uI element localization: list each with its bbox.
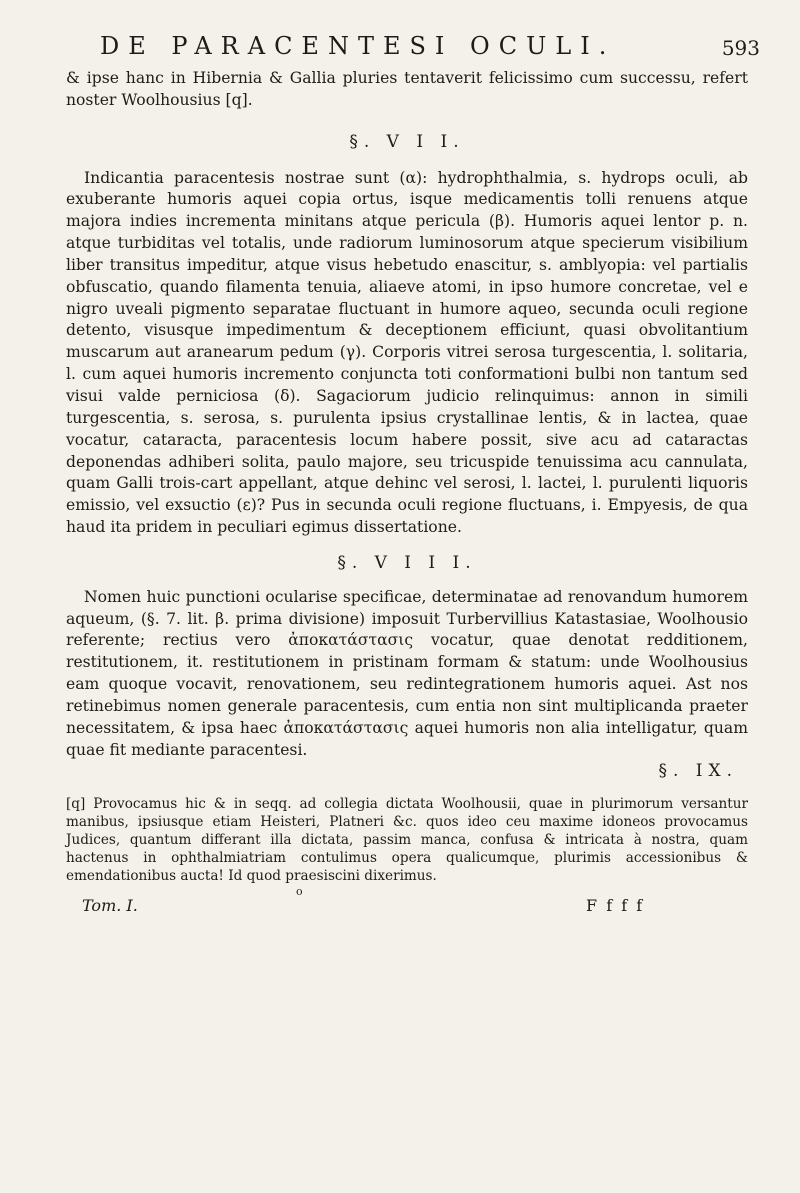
- running-title: DE PARACENTESI OCULI.: [100, 32, 616, 60]
- footnote-q: [q] Provocamus hic & in seqq. ad collegia dictata Woolhousii, quae in plurimorum versantur manibus, ipsiusque etiam Heisteri, Platneri &c. quos ideo ceu maxime idoneos provocamus Judices, quantum differant illa dictata, passim manca, confusa & intricata à nostra, quam hactenus in ophthalmiatriam contulimus opera qualicumque, plurimis accessionibus & emendationibus aucta! Id quod praesiscini dixerimus.: [66, 796, 748, 885]
- paragraph-nomen: Nomen huic punctioni ocularise specificae, determinatae ad renovandum humorem aqueum, (§. 7. lit. β. prima divisione) imposuit Turbervillius Katastasiae, Woolhousio referente; rectius vero ἀποκατάστασις vocatur, quae denotat redditionem, restitutionem, it. restitutionem in pristinam formam & statum: unde Woolhousius eam quoque vocavit, renovationem, seu redintegrationem humoris aquei. Ast nos retinebimus nomen generale paracentesis, cum entia non sint multiplicanda praeter necessitatem, & ipsa haec ἀποκατάστασις aquei humoris non alia intelligatur, quam quae fit mediante paracentesi.: [66, 587, 748, 759]
- section-heading-viii: §. V I I I.: [337, 552, 477, 573]
- page-header: [56, 32, 760, 66]
- page-number: 593: [721, 36, 760, 60]
- footer-ornament: o: [296, 885, 303, 899]
- signature-mark: F f f f: [586, 896, 645, 916]
- paragraph-indicantia: Indicantia paracentesis nostrae sunt (α): hydrophthalmia, s. hydrops oculi, ab exuberante humoris aquei copia ortus, isque medicamentis tolli renuens atque majora indies incrementa minitans atque pericula (β). Humoris aquei lentor p. n. atque turbiditas vel totalis, unde radiorum luminosorum atque specierum visibilium liber transitus impeditur, atque visus hebetudo enascitur, s. amblyopia: vel partialis obfuscatio, quando filamenta tenuia, aliaeve atomi, in ipso humore concretae, vel e nigro uveali pigmento separatae fluctuant in humore aqueo, secunda oculi regione detento, visusque impedimentum & deceptionem efficiunt, quasi obvolitantium muscarum aut aranearum pedum (γ). Corporis vitrei serosa turgescentia, l. solitaria, l. cum aquei humoris incremento conjuncta toti conformationi bulbi non tantum sed visui valde perniciosa (δ). Sagaciorum judicio relinquimus: annon in simili turgescentia, s. serosa, s. purulenta ipsius crystallinae lentis, & in lactea, quae vocatur, cataracta, paracentesis locum habere possit, sive acu ad cataractas deponendas adhiberi solita, paulo majore, seu tricuspide tenuissima acu cannulata, quam Galli trois-cart appellant, atque dehinc vel serosi, l. lactei, l. purulenti liquoris emissio, vel exsuctio (ε)? Pus in secunda oculi regione fluctuans, i. Empyesis, de qua haud ita pridem in peculiari egimus dissertatione.: [66, 168, 748, 537]
- page-body: [66, 68, 748, 915]
- section-heading-vii: §. V I I.: [349, 131, 465, 152]
- page-footer: [66, 885, 748, 916]
- volume-label: Tom. I.: [82, 896, 138, 916]
- section-heading-ix: §. IX.: [658, 761, 738, 782]
- paragraph-1: & ipse hanc in Hibernia & Gallia pluries tentaverit felicissimo cum successu, refert noster Woolhousius [q].: [66, 69, 748, 109]
